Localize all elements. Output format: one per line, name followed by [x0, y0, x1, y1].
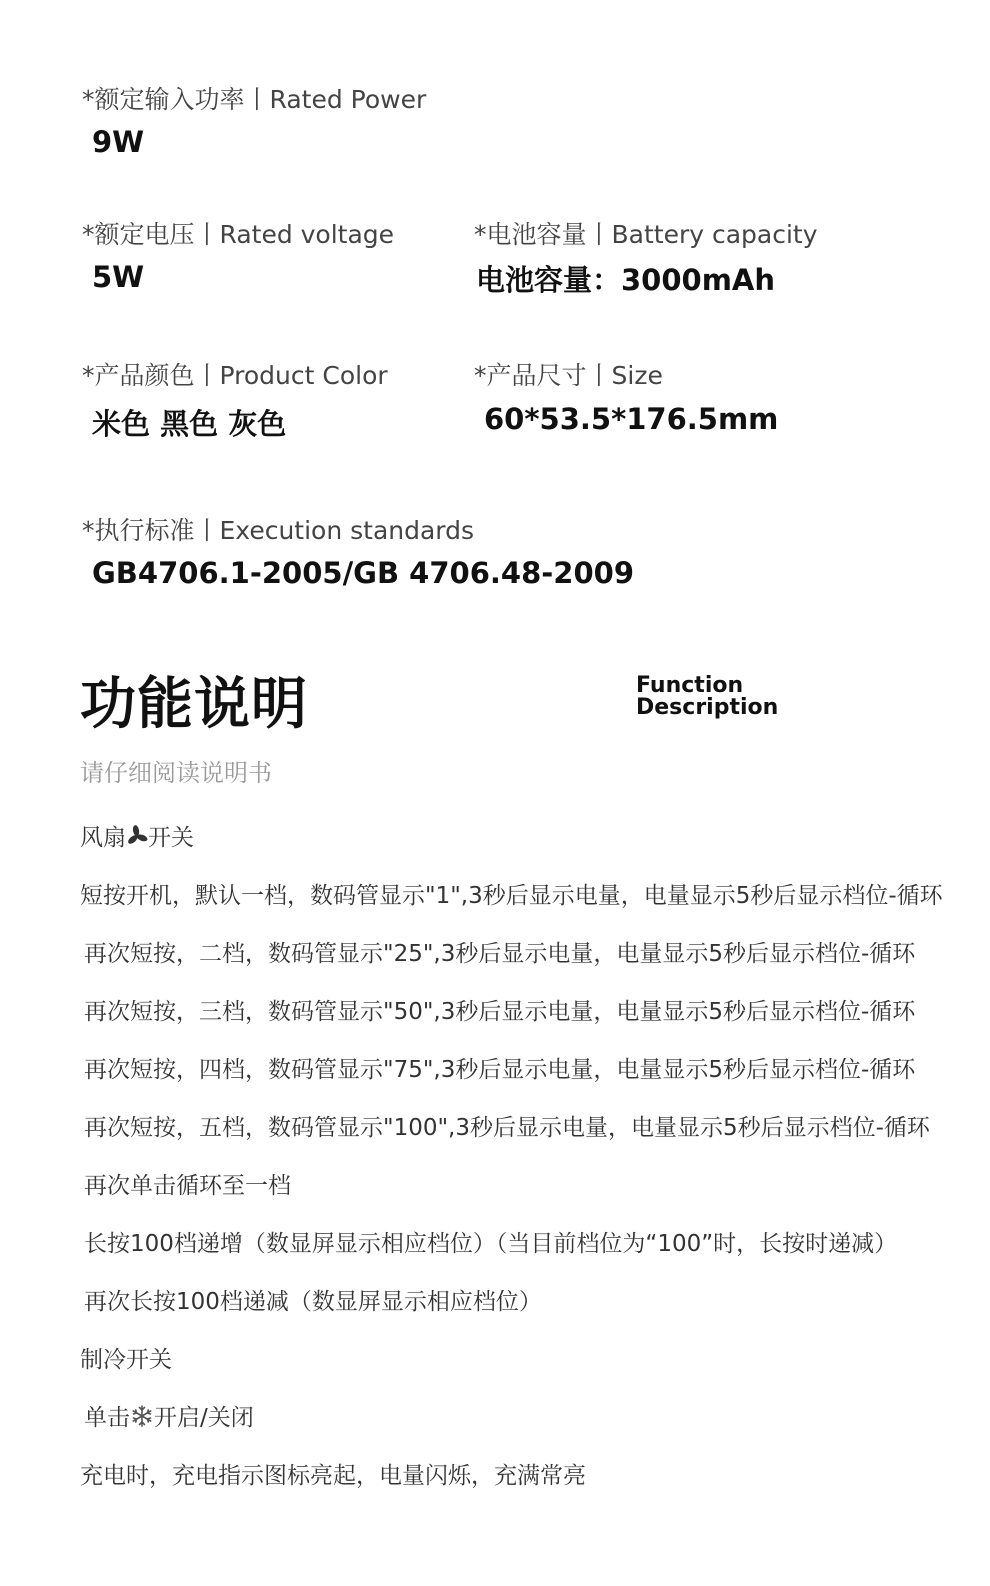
cooling-line-b: 开启/关闭	[154, 1405, 254, 1431]
fan-line-3: 再次短按，三档，数码管显示"50",3秒后显示电量，电量显示5秒后显示档位-循环	[84, 999, 916, 1025]
function-title-cn: 功能说明	[80, 672, 308, 737]
fan-line-6: 再次单击循环至一档	[84, 1173, 291, 1199]
fan-line-5: 再次短按，五档，数码管显示"100",3秒后显示电量，电量显示5秒后显示档位-循环	[84, 1115, 930, 1141]
cooling-line-a: 单击	[84, 1405, 130, 1431]
snowflake-icon	[130, 1404, 154, 1434]
fan-line-4: 再次短按，四档，数码管显示"75",3秒后显示电量，电量显示5秒后显示档位-循环	[84, 1057, 916, 1083]
cooling-line	[84, 1399, 254, 1434]
cooling-heading: 制冷开关	[80, 1347, 172, 1373]
rated-voltage-value: 5W	[92, 260, 145, 294]
product-color-value: 米色 黑色 灰色	[92, 407, 287, 441]
product-color-label: *产品颜色丨Product Color	[82, 361, 388, 390]
fan-line-7: 长按100档递增（数显屏显示相应档位）（当目前档位为“100”时，长按时递减）	[84, 1231, 898, 1257]
rated-power-value: 9W	[92, 125, 145, 159]
fan-line-8: 再次长按100档递减（数显屏显示相应档位）	[84, 1289, 542, 1315]
fan-heading	[80, 819, 194, 853]
battery-capacity-label: *电池容量丨Battery capacity	[474, 220, 818, 249]
function-title-en-line1: Function	[636, 673, 744, 698]
fan-heading-b: 开关	[148, 825, 194, 851]
function-subtitle: 请仔细阅读说明书	[80, 759, 272, 787]
fan-heading-a: 风扇	[80, 825, 126, 851]
function-title-en-line2: Description	[636, 695, 779, 720]
fan-line-1: 短按开机，默认一档，数码管显示"1",3秒后显示电量，电量显示5秒后显示档位-循环	[80, 883, 943, 909]
function-title-en	[636, 675, 778, 719]
rated-voltage-label: *额定电压丨Rated voltage	[82, 220, 395, 249]
execution-standards-value: GB4706.1-2005/GB 4706.48-2009	[92, 556, 634, 590]
charging-line: 充电时，充电指示图标亮起，电量闪烁，充满常亮	[80, 1463, 586, 1489]
fan-icon	[126, 825, 148, 853]
battery-capacity-value: 电池容量：3000mAh	[476, 263, 776, 297]
size-label: *产品尺寸丨Size	[474, 361, 663, 390]
size-value: 60*53.5*176.5mm	[484, 402, 779, 436]
fan-line-2: 再次短按，二档，数码管显示"25",3秒后显示电量，电量显示5秒后显示档位-循环	[84, 941, 916, 967]
execution-standards-label: *执行标准丨Execution standards	[82, 516, 475, 545]
rated-power-label: *额定输入功率丨Rated Power	[82, 85, 427, 114]
